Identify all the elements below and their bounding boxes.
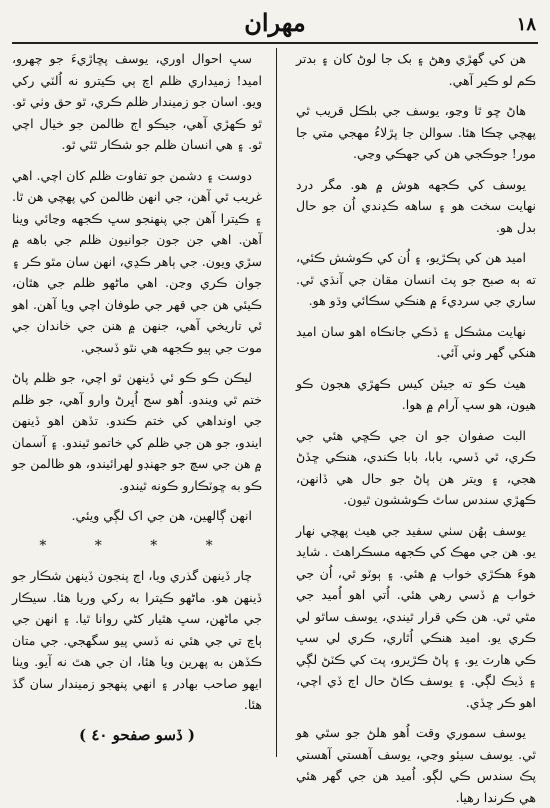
paragraph: اميد هن کي پڪڙيو، ۽ اُن کي ڪوشش ڪئي، ته ٻه صبح جو پٽ انسان مقان جي آنڌي ٿي. ساري جي سرديءَ ۾ هنڪي سڪائي وڌو هو. (296, 250, 536, 308)
page-number: ١٨ (516, 14, 536, 35)
journal-title: مهران (244, 8, 306, 37)
paragraph: ليڪن ڪو ڪو ئي ڏينهن ٿو اچي، جو ظلم پاڻ ختم ٿي ويندو. اُهو سج اُڀرڻ وارو آهي، جو ظلم جي اونداهي کي ختم ڪندو. تڏهن اهو ڏينهن ايندو، جو هن جي ظلم کي خاتمو ٿيندو. ۽ آسمان ۾ هن جي سچ جو جهنڊو لهرائيندو، هو ظالمن جو ڪو به ڇوٽڪارو ڪونه ٿيندو. (12, 370, 262, 493)
paragraph: انهن ڳالهين، هن جي اک لڳي ويئي. (71, 508, 252, 523)
right-column (296, 48, 536, 805)
paragraph: نهايت مشڪل ۽ ڏڪي جانڪاه اهو سان اميد هنکي گهر وٺي آئي. (296, 323, 536, 360)
paragraph: هن کي گهڙي وهڻ ۽ بک جا لوڻ کان ۽ بدتر ڪم لو ڪير آهي. (296, 51, 536, 88)
paragraph: هيٺ ڪو ته جيئن کيس ڪهڙي هجون ڪو هيون، هو سڀ آرام ۾ هوا. (296, 375, 536, 412)
paragraph: يوسف ٻهُن سٺي سفيد جي هيٺ پهچي نهار يو. هن جي مهڪ کي ڪجهه مسڪراهٽ . شايد هوءَ هڪڙي خواب ۾ هئي. ۽ ٻوٽو ٿي، اُن جي خواب ۾ ڏسي رهي هئي. اُتي اهو اُميد جي مٿي ٿي. هن ڪي قرار ٿيندي، يوسف ساٿو لي ڪري يو. اميد هنڪي اُٿاري، ڪري لي سڀ ڪي هارٽ يو. ۽ پاڻ ڪڙيرو، پٽ کي ڪٽڻ لڳي ۽ ڏيڪ لڳي. ۽ يوسف ڪاڻ حال اڄ ڏي اچي، اهو ڪر ڇڏي. (296, 522, 536, 710)
paragraph: البت صفوان جو ان جي ڪڇي هئي جي ڪري، ٿي ڏسي، بابا، بابا ڪندي، هنڪي ڇڏڻ هجي، ۽ ويتر هن پاڻ جو حال هي ڏانهن، ڪهڙي سندس ساٿ ڪوششون ٿيون. (296, 427, 536, 507)
paragraph: چار ڏينهن گذري ويا، اڄ پنجون ڏينهن شڪار جو ڏينهن هو. ماڻهو ڪيترا به رکي وريا هئا. سيڪار جي ماڻهن، سڀ هٿيار کڻي روانا ٿيا. ۽ انهن جي ٻاچ تي جي هئي نه ڏسي پيو سگهجي. جي متان ڪڏهن به پهرين ويا هئا، ان جي هٿ نه آيو. ويٺا ايهو صاحب بهادر ۽ انهي پنهجو زميندار سان گڏ هئا. (12, 568, 262, 712)
left-column (12, 48, 262, 761)
paragraph: سڀ احوال اوري، يوسف پڇاڙيءَ جو چهرو، اميد! زميداري ظلم اچ ٻي ڪيترو نه اُلٽي رکي ويو. اسان جو زميندار ظلم ڪري، ٿو حق وٺي ٿو. ٿو ڪهڙي آهي، جيڪو اڄ ظالمن جو خيال اچي ٿو. ۽ هي انسان ظلم جو شڪار ٿئي ٿو. (12, 51, 262, 152)
paragraph: دوست ۽ دشمن جو تفاوت ظلم کان اچي. اهي غريب ٿي آهن، جي انهن ظالمن کي پهچي هن ٿا. ۽ ڪيترا آهن جي پنهنجو سڀ ڪجهه وڃائي ويٺا آهن. اهي جن جون جوانيون ظلم جي باهه ۾ سڙي ويون. جي ٻاهر ڪڍي، انهن سان مٿو ڪر ۽ جوان ڪري وڃن. اهي ماڻهو ظلم جي هٿان، ڪيئي هن جي قهر جي طوفان اچي ويا آهن. اهو ئي تاريخي آهي، جنهن ۾ هنن جي خاندان جي موت جي ٻيو ڪجهه هي نٿو ڏسجي. (12, 167, 262, 355)
paragraph: يوسف سموري وقت اُهو هلڻ جو سٿي هو ٿي. يوسف سيئو وڃي، يوسف آهستي آهستي پڪ سندس ڪي لڳو. اُميد هن جي گهر هئي هي ڪرندا رهيا. (296, 725, 536, 805)
continued-note: ( ڏسو صفحو ٤٠ ) (79, 725, 195, 744)
page-header (12, 4, 538, 44)
column-divider (276, 48, 277, 757)
paragraph: يوسف کي ڪجهه هوش ۾ هو. مگر درد نهايت سخت هو ۽ ساهه ڪڍندي اُن جو حال بدل هو. (296, 176, 536, 235)
section-separator: * * * * (39, 537, 235, 554)
paragraph: هاڻ ڇو ٿا وڃو، يوسف جي بلڪل قريب ٿي پهچي چڪا هئا. سوالن جا پڙلاءُ مهجي متي جا مور! جوڪجي هن کي جهڪي وڃي. (296, 103, 536, 161)
